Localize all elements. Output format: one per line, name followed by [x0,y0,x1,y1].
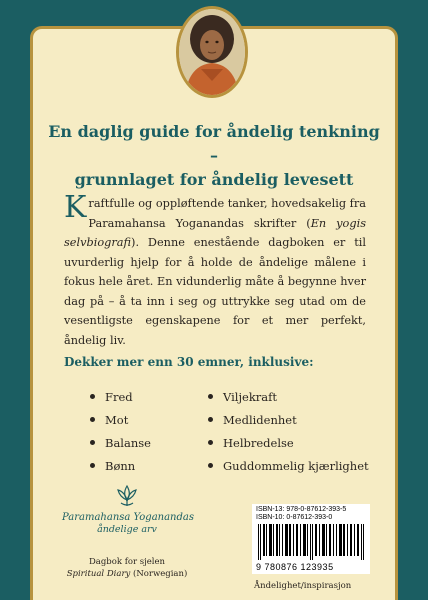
description-text-1: raftfulle og oppløftende tanker, hovedsakelig fra Paramahansa Yoganandas skrifter ( [88,197,366,230]
topic-item: Fred [90,386,151,409]
headline [44,120,384,192]
meta-title-suffix: (Norwegian) [130,569,188,579]
bullet-icon [90,394,95,399]
topic-item: Mot [90,409,151,432]
headline-line-1: En daglig guide for åndelig tenkning – [48,122,380,165]
description-italic-title: En yogis selvbiografi [64,216,366,249]
topics-heading: Dekker mer enn 30 emner, inklusive: [64,355,314,369]
meta-line-1: Dagbok for sjelen [88,557,165,567]
topic-item: Medlidenhet [208,409,369,432]
isbn-13: ISBN-13: 978-0-87612-393-5 [256,506,347,513]
bullet-icon [90,463,95,468]
topic-item: Guddommelig kjærlighet [208,455,369,478]
topics-list-right [208,386,369,478]
meta-title: Spiritual Diary [66,569,131,579]
bullet-icon [90,417,95,422]
brand-subtitle: åndelige arv [97,524,157,535]
topics-list-left [90,386,151,478]
portrait-medallion [176,6,248,98]
category-label: Åndelighet/inspirasjon [254,581,352,591]
book-meta [62,556,192,580]
isbn-10: ISBN-10: 0-87612-393-0 [256,514,333,521]
bullet-icon [208,440,213,445]
topic-item: Helbredelse [208,432,369,455]
topic-item: Bønn [90,455,151,478]
bullet-icon [90,440,95,445]
description-text-2: ). Denne enestående dagboken er til uvurderlig hjelp for å holde de åndelige målene i fokus hele året. En vidunderlig måte å begynne hver dag på – å ta inn i seg og uttrykke seg utad om de vesentligste egenskapene for et mer perfekt, åndelig liv. [64,236,366,347]
barcode-digits: 9 780876 123935 [256,562,334,572]
drop-cap: K [64,190,87,225]
topic-item: Viljekraft [208,386,369,409]
description-paragraph [64,190,366,350]
topic-item: Balanse [90,432,151,455]
bullet-icon [208,394,213,399]
barcode-icon [258,524,364,560]
publisher-logo [62,484,192,536]
lotus-icon [116,484,138,508]
headline-line-2: grunnlaget for åndelig levesett [74,170,354,189]
portrait-image [179,9,245,95]
bullet-icon [208,463,213,468]
bullet-icon [208,417,213,422]
brand-name: Paramahansa Yoganandas [62,512,194,523]
barcode-label [252,504,370,574]
